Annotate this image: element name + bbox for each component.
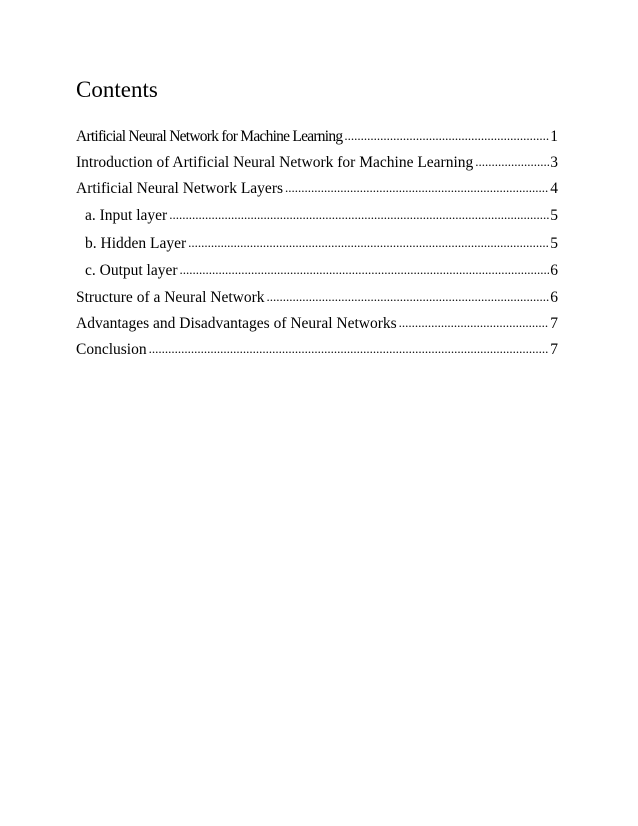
dot-leader bbox=[399, 310, 550, 336]
toc-page-number: 5 bbox=[550, 207, 558, 224]
toc-page-number: 1 bbox=[550, 128, 558, 145]
toc-entry[interactable] bbox=[76, 150, 558, 176]
toc-entry[interactable] bbox=[76, 311, 558, 337]
toc-page-number: 6 bbox=[550, 262, 558, 279]
toc-entry-label: c. Output layer bbox=[85, 262, 178, 279]
toc-entry[interactable] bbox=[76, 176, 558, 202]
dot-leader bbox=[267, 284, 550, 310]
toc-entry-label: Advantages and Disadvantages of Neural Networks bbox=[76, 314, 397, 332]
dot-leader bbox=[169, 201, 549, 229]
toc-entry-label: Conclusion bbox=[76, 340, 147, 358]
toc-page-number: 4 bbox=[550, 180, 558, 197]
toc-entry-label: b. Hidden Layer bbox=[85, 234, 187, 252]
toc-entry-label: a. Input layer bbox=[85, 207, 168, 224]
contents-heading: Contents bbox=[76, 77, 158, 102]
toc-page-number: 7 bbox=[550, 314, 558, 332]
toc-entry-label: Artificial Neural Network Layers bbox=[76, 180, 284, 197]
toc-page-number: 7 bbox=[550, 340, 558, 358]
toc-entry[interactable] bbox=[76, 124, 558, 150]
dot-leader bbox=[344, 123, 549, 149]
dot-leader bbox=[149, 336, 550, 362]
toc-entry[interactable] bbox=[76, 257, 558, 285]
toc-entry[interactable] bbox=[76, 230, 558, 258]
dot-leader bbox=[475, 149, 549, 175]
table-of-contents bbox=[76, 124, 558, 363]
toc-page-number: 5 bbox=[550, 234, 558, 252]
toc-entry[interactable] bbox=[76, 202, 558, 230]
toc-entry-label: Structure of a Neural Network bbox=[76, 288, 265, 306]
toc-entry[interactable] bbox=[76, 337, 558, 363]
toc-entry-label: Artificial Neural Network for Machine Learning bbox=[76, 128, 343, 145]
toc-page-number: 3 bbox=[550, 154, 558, 171]
toc-entry[interactable] bbox=[76, 285, 558, 311]
dot-leader bbox=[285, 175, 549, 201]
dot-leader bbox=[188, 229, 549, 257]
dot-leader bbox=[180, 256, 550, 284]
toc-page-number: 6 bbox=[550, 288, 558, 306]
toc-entry-label: Introduction of Artificial Neural Network for Machine Learning bbox=[76, 154, 474, 171]
